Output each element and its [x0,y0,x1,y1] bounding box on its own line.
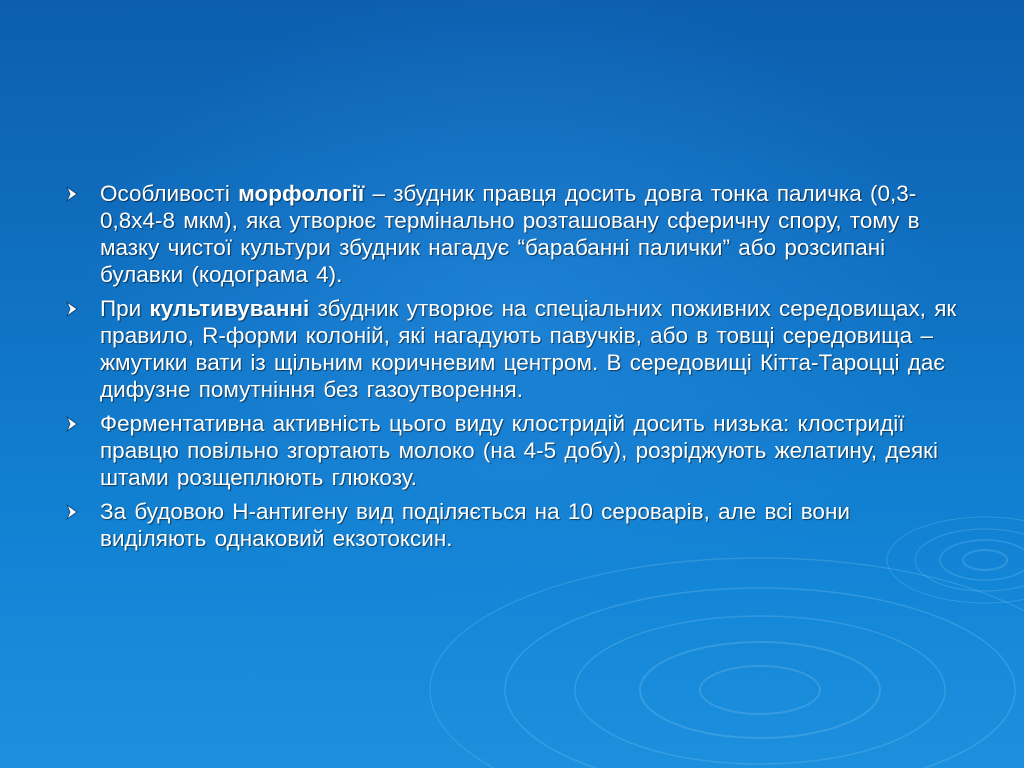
bullet-bold-term: культивуванні [149,296,310,321]
bullet-serovars [62,498,962,552]
bullet-cultivation [62,295,962,403]
arrow-bullet-icon [64,186,80,202]
bullet-bold-term: морфології [238,181,365,206]
bullet-text: Особливості [100,181,239,206]
bullet-morphology [62,180,962,288]
bullet-text: – збудник правця досить довга тонка паличка (0,3-0,8x4-8 мкм), яка утворює термінально розташовану сферичну спору, тому в мазку чистої культури збудник нагадує “барабанні палички” або розсипані булавки (кодограма 4). [100,181,920,287]
slide-content [62,180,962,559]
bullet-text: При [100,296,150,321]
arrow-bullet-icon [64,504,80,520]
bullet-enzymatic-activity [62,410,962,491]
bullet-text: Ферментативна активність цього виду клостридій досить низька: клостридії правцю повільно згортають молоко (на 4-5 добу), розріджують желатину, деякі штами розщеплюють глюкозу. [100,411,939,490]
arrow-bullet-icon [64,416,80,432]
arrow-bullet-icon [64,301,80,317]
bullet-text: За будовою Н-антигену вид поділяється на 10 сероварів, але всі вони виділяють однаковий екзотоксин. [100,499,850,551]
bullet-text: збудник утворює на спеціальних поживних середовищах, як правило, R-форми колоній, які нагадують павучків, або в товщі середовища – жмутики вати із щільним коричневим центром. В середовищі Кітта-Тароцці дає дифузне помутніння без газоутворення. [100,296,957,402]
